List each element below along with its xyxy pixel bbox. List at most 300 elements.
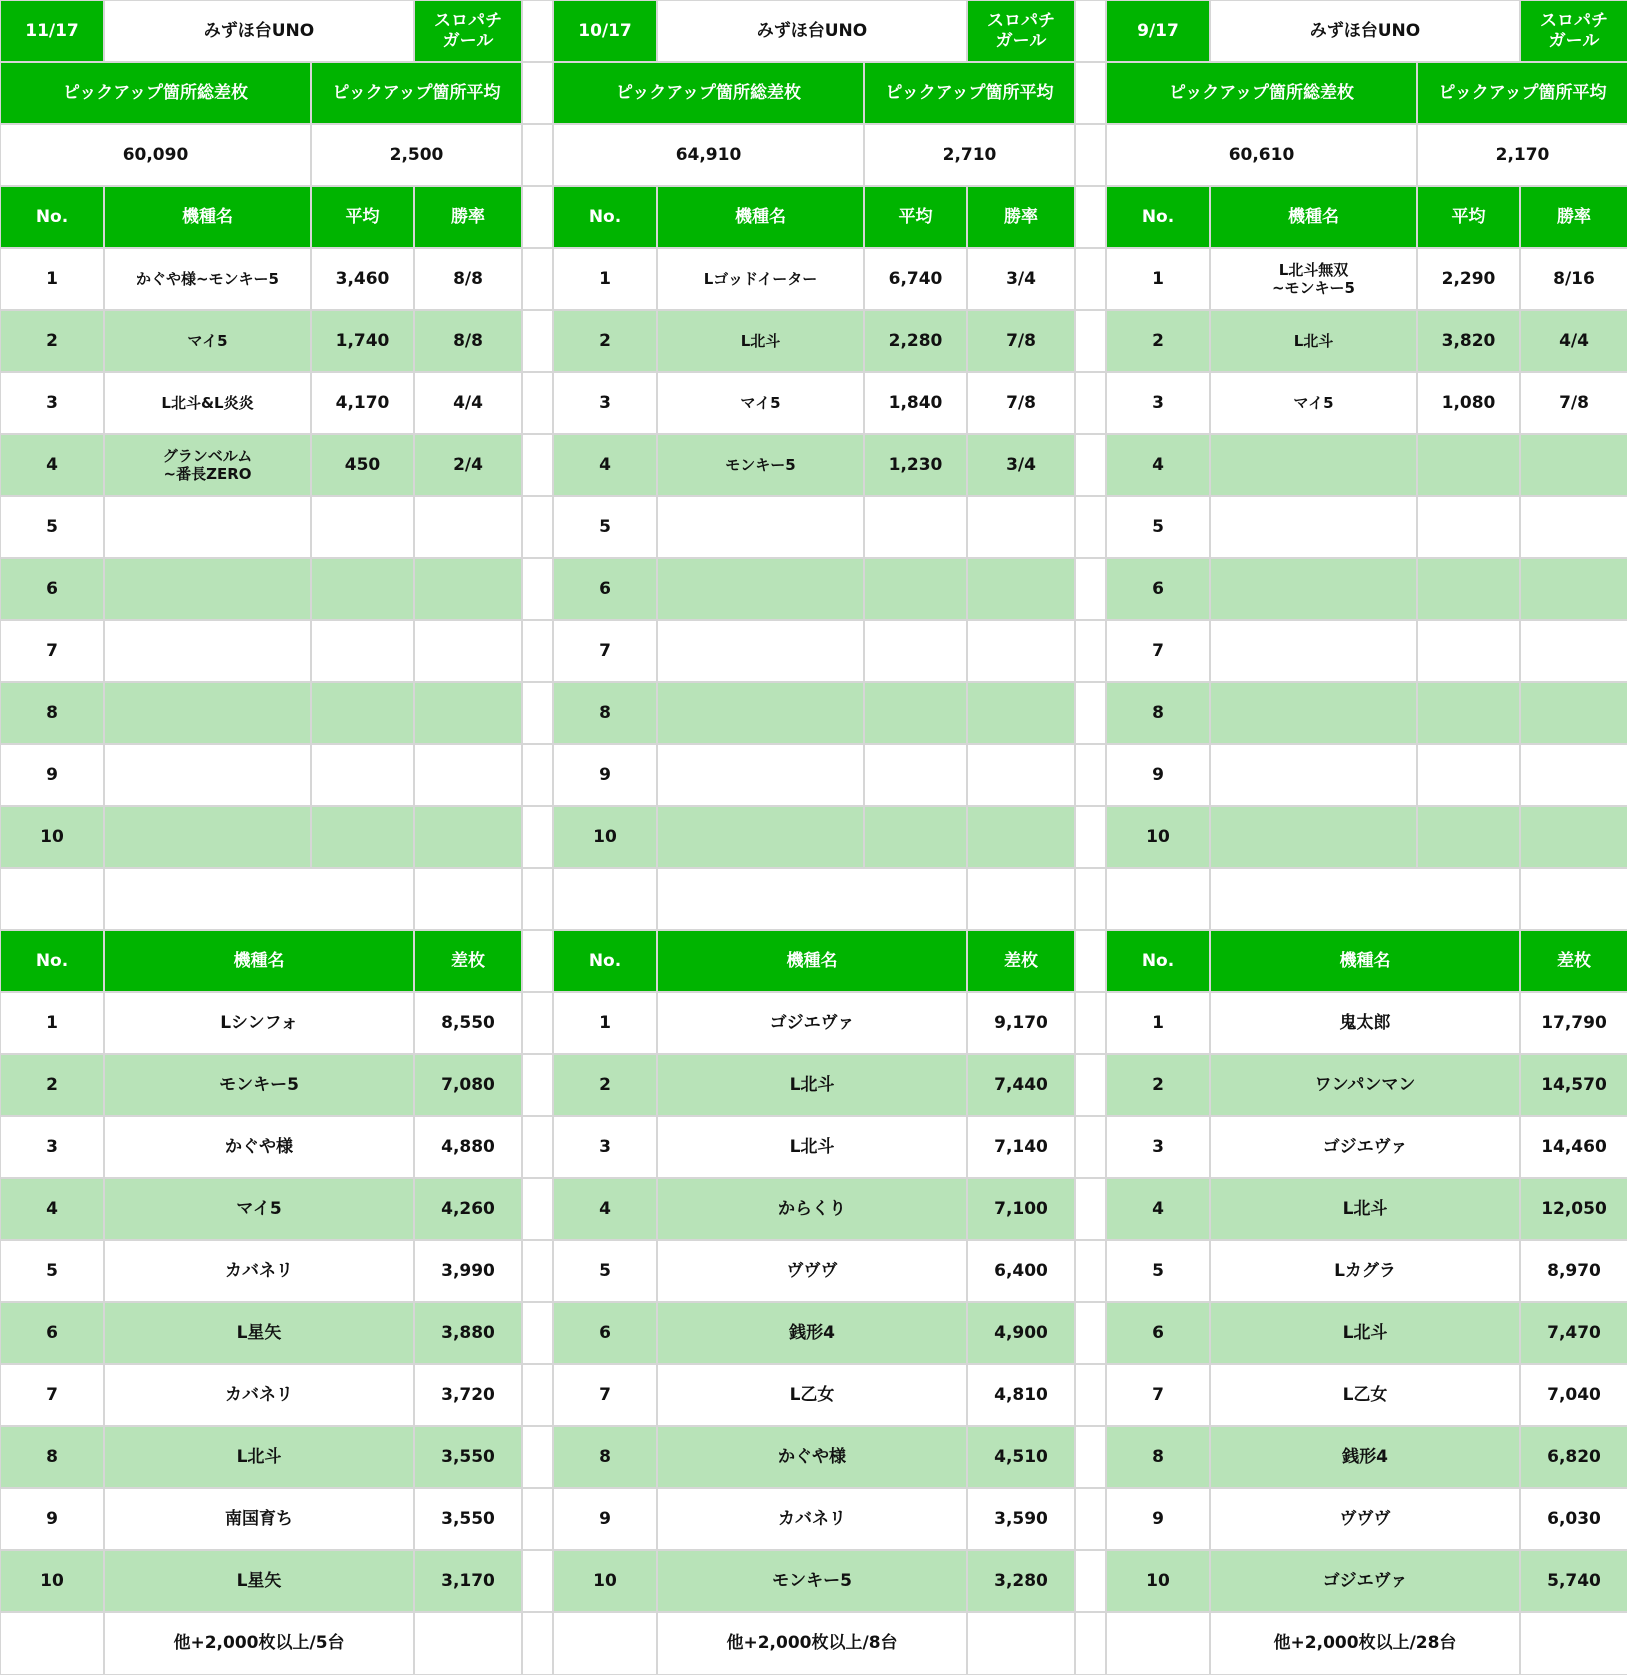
blank-cell	[414, 1612, 522, 1675]
panel-gap	[522, 1364, 553, 1426]
ranking-header-name: 機種名	[1210, 930, 1520, 992]
pickup-cell-rate	[967, 806, 1075, 868]
panel-gap	[1075, 744, 1106, 806]
ranking-cell-diff: 4,510	[967, 1426, 1075, 1488]
pickup-cell-name	[104, 806, 311, 868]
blank-cell	[657, 868, 967, 930]
summary-total-value: 60,090	[0, 124, 311, 186]
ranking-cell-no: 7	[553, 1364, 657, 1426]
report-panel	[553, 0, 1075, 1675]
panel-gap	[1075, 1488, 1106, 1550]
ranking-cell-diff: 6,820	[1520, 1426, 1627, 1488]
ranking-cell-diff: 7,100	[967, 1178, 1075, 1240]
ranking-cell-diff: 6,400	[967, 1240, 1075, 1302]
pickup-header-rate: 勝率	[414, 186, 522, 248]
summary-average-value: 2,170	[1417, 124, 1627, 186]
ranking-cell-no: 7	[0, 1364, 104, 1426]
ranking-cell-no: 2	[0, 1054, 104, 1116]
ranking-cell-no: 8	[553, 1426, 657, 1488]
pickup-cell-name: Lゴッドイーター	[657, 248, 864, 310]
pickup-cell-name: モンキー5	[657, 434, 864, 496]
ranking-cell-name: ヴヴヴ	[657, 1240, 967, 1302]
panel-gap	[522, 186, 553, 248]
panel-gap	[1075, 434, 1106, 496]
ranking-cell-no: 7	[1106, 1364, 1210, 1426]
ranking-cell-no: 1	[0, 992, 104, 1054]
ranking-cell-name: ヴヴヴ	[1210, 1488, 1520, 1550]
panel-gap	[522, 1302, 553, 1364]
panel-gap	[1075, 372, 1106, 434]
ranking-cell-no: 1	[1106, 992, 1210, 1054]
blank-cell	[414, 868, 522, 930]
pickup-cell-avg	[864, 744, 967, 806]
pickup-cell-no: 7	[0, 620, 104, 682]
pickup-cell-no: 4	[1106, 434, 1210, 496]
pickup-cell-no: 3	[553, 372, 657, 434]
panel-gap	[522, 620, 553, 682]
pickup-cell-avg	[311, 806, 414, 868]
ranking-header-diff: 差枚	[414, 930, 522, 992]
pickup-cell-avg	[864, 558, 967, 620]
pickup-cell-avg	[1417, 682, 1520, 744]
pickup-cell-name	[1210, 620, 1417, 682]
ranking-cell-diff: 4,810	[967, 1364, 1075, 1426]
pickup-cell-rate: 4/4	[414, 372, 522, 434]
pickup-cell-rate: 8/8	[414, 248, 522, 310]
report-date: 10/17	[553, 0, 657, 62]
panel-gap	[1075, 1178, 1106, 1240]
ranking-cell-name: カバネリ	[104, 1364, 414, 1426]
blank-cell	[967, 1612, 1075, 1675]
panel-gap	[1075, 62, 1106, 124]
pickup-cell-name	[1210, 744, 1417, 806]
pickup-cell-name	[104, 496, 311, 558]
panel-gap	[1075, 1612, 1106, 1675]
pickup-cell-name: L北斗無双 ~モンキー5	[1210, 248, 1417, 310]
pickup-cell-name	[104, 558, 311, 620]
pickup-cell-rate: 2/4	[414, 434, 522, 496]
ranking-header-diff: 差枚	[1520, 930, 1627, 992]
pickup-cell-avg: 2,280	[864, 310, 967, 372]
ranking-cell-no: 4	[0, 1178, 104, 1240]
pickup-cell-avg: 450	[311, 434, 414, 496]
pickup-cell-avg	[311, 744, 414, 806]
pickup-header-no: No.	[0, 186, 104, 248]
pickup-cell-rate	[1520, 558, 1627, 620]
pickup-cell-no: 3	[1106, 372, 1210, 434]
pickup-cell-rate: 7/8	[967, 372, 1075, 434]
ranking-cell-name: 南国育ち	[104, 1488, 414, 1550]
pickup-cell-avg	[864, 806, 967, 868]
panel-gap	[1075, 1240, 1106, 1302]
pickup-cell-no: 7	[1106, 620, 1210, 682]
pickup-cell-rate	[414, 682, 522, 744]
pickup-header-rate: 勝率	[967, 186, 1075, 248]
ranking-cell-diff: 4,880	[414, 1116, 522, 1178]
ranking-cell-diff: 5,740	[1520, 1550, 1627, 1612]
pickup-cell-name: マイ5	[104, 310, 311, 372]
ranking-cell-name: L北斗	[657, 1054, 967, 1116]
ranking-cell-diff: 4,260	[414, 1178, 522, 1240]
ranking-header-no: No.	[1106, 930, 1210, 992]
ranking-cell-no: 8	[1106, 1426, 1210, 1488]
pickup-cell-no: 5	[1106, 496, 1210, 558]
pickup-cell-rate: 7/8	[1520, 372, 1627, 434]
source-label: スロパチ ガール	[967, 0, 1075, 62]
pickup-cell-name	[104, 744, 311, 806]
pickup-cell-no: 5	[553, 496, 657, 558]
ranking-cell-name: L星矢	[104, 1302, 414, 1364]
pickup-cell-name	[657, 620, 864, 682]
ranking-cell-name: L北斗	[104, 1426, 414, 1488]
ranking-cell-no: 3	[0, 1116, 104, 1178]
pickup-cell-name: マイ5	[657, 372, 864, 434]
pickup-cell-avg	[864, 620, 967, 682]
pickup-cell-name: グランベルム ~番長ZERO	[104, 434, 311, 496]
ranking-cell-name: L乙女	[657, 1364, 967, 1426]
ranking-cell-no: 1	[553, 992, 657, 1054]
pickup-cell-name: L北斗	[657, 310, 864, 372]
pickup-cell-name	[104, 620, 311, 682]
pickup-cell-avg	[311, 620, 414, 682]
pickup-cell-no: 4	[0, 434, 104, 496]
ranking-cell-diff: 3,720	[414, 1364, 522, 1426]
ranking-cell-name: かぐや様	[104, 1116, 414, 1178]
pickup-cell-name	[1210, 806, 1417, 868]
pickup-cell-name	[1210, 558, 1417, 620]
panel-gap	[522, 1116, 553, 1178]
ranking-cell-name: カバネリ	[657, 1488, 967, 1550]
ranking-cell-diff: 3,990	[414, 1240, 522, 1302]
panel-gap	[522, 992, 553, 1054]
pickup-cell-avg: 6,740	[864, 248, 967, 310]
summary-total-value: 64,910	[553, 124, 864, 186]
pickup-cell-name: かぐや様~モンキー5	[104, 248, 311, 310]
ranking-cell-name: ゴジエヴァ	[657, 992, 967, 1054]
panel-gap	[1075, 930, 1106, 992]
pickup-cell-no: 9	[553, 744, 657, 806]
panel-gap	[1075, 1302, 1106, 1364]
pickup-cell-rate: 8/8	[414, 310, 522, 372]
panel-gap	[1075, 620, 1106, 682]
pickup-cell-avg	[1417, 620, 1520, 682]
pickup-cell-no: 1	[553, 248, 657, 310]
panel-gap	[1075, 868, 1106, 930]
panel-gap	[1075, 806, 1106, 868]
ranking-cell-no: 9	[0, 1488, 104, 1550]
ranking-cell-diff: 9,170	[967, 992, 1075, 1054]
pickup-cell-name	[657, 744, 864, 806]
pickup-cell-no: 9	[1106, 744, 1210, 806]
pickup-cell-rate	[414, 744, 522, 806]
report-date: 11/17	[0, 0, 104, 62]
pickup-cell-no: 10	[553, 806, 657, 868]
pickup-cell-avg	[311, 682, 414, 744]
panel-gap	[522, 744, 553, 806]
pickup-cell-no: 2	[0, 310, 104, 372]
panel-gap	[522, 1054, 553, 1116]
ranking-cell-name: L乙女	[1210, 1364, 1520, 1426]
panel-gap	[522, 930, 553, 992]
pickup-cell-rate	[1520, 434, 1627, 496]
pickup-header-name: 機種名	[1210, 186, 1417, 248]
pickup-cell-avg	[311, 496, 414, 558]
pickup-cell-avg	[1417, 558, 1520, 620]
panel-gap	[522, 1488, 553, 1550]
pickup-cell-rate	[414, 558, 522, 620]
panel-gap	[522, 1612, 553, 1675]
pickup-cell-avg	[864, 682, 967, 744]
ranking-cell-diff: 3,550	[414, 1488, 522, 1550]
pickup-cell-avg	[1417, 744, 1520, 806]
panel-gap	[522, 1426, 553, 1488]
summary-total-header: ピックアップ箇所総差枚	[0, 62, 311, 124]
ranking-cell-diff: 3,550	[414, 1426, 522, 1488]
summary-average-header: ピックアップ箇所平均	[1417, 62, 1627, 124]
pickup-cell-rate	[967, 496, 1075, 558]
panel-gap	[522, 124, 553, 186]
ranking-cell-name: Lシンフォ	[104, 992, 414, 1054]
panel-gap	[1075, 496, 1106, 558]
ranking-cell-diff: 6,030	[1520, 1488, 1627, 1550]
ranking-header-diff: 差枚	[967, 930, 1075, 992]
pickup-cell-no: 9	[0, 744, 104, 806]
ranking-header-name: 機種名	[104, 930, 414, 992]
panel-gap	[522, 1240, 553, 1302]
pickup-cell-no: 6	[0, 558, 104, 620]
ranking-cell-diff: 7,140	[967, 1116, 1075, 1178]
ranking-cell-no: 8	[0, 1426, 104, 1488]
pickup-cell-avg: 4,170	[311, 372, 414, 434]
panel-gap	[522, 434, 553, 496]
blank-cell	[0, 1612, 104, 1675]
summary-average-header: ピックアップ箇所平均	[311, 62, 522, 124]
ranking-cell-diff: 7,470	[1520, 1302, 1627, 1364]
ranking-cell-no: 9	[1106, 1488, 1210, 1550]
pickup-cell-no: 4	[553, 434, 657, 496]
pickup-cell-no: 2	[1106, 310, 1210, 372]
panel-gap	[522, 62, 553, 124]
pickup-cell-avg: 3,820	[1417, 310, 1520, 372]
pickup-cell-rate	[414, 806, 522, 868]
ranking-cell-no: 9	[553, 1488, 657, 1550]
panel-gap	[522, 372, 553, 434]
pickup-cell-name	[657, 682, 864, 744]
pickup-cell-avg	[311, 558, 414, 620]
panel-gap	[522, 1550, 553, 1612]
ranking-cell-no: 4	[1106, 1178, 1210, 1240]
pickup-cell-no: 6	[1106, 558, 1210, 620]
pickup-cell-name	[1210, 682, 1417, 744]
panel-gap	[1075, 186, 1106, 248]
ranking-cell-no: 6	[553, 1302, 657, 1364]
pickup-cell-no: 6	[553, 558, 657, 620]
panel-gap	[1075, 558, 1106, 620]
panel-gap	[1075, 248, 1106, 310]
pickup-header-name: 機種名	[657, 186, 864, 248]
pickup-cell-avg	[1417, 496, 1520, 558]
pickup-cell-no: 10	[1106, 806, 1210, 868]
pickup-cell-no: 7	[553, 620, 657, 682]
panel-gap	[522, 310, 553, 372]
ranking-cell-name: ワンパンマン	[1210, 1054, 1520, 1116]
pickup-cell-no: 3	[0, 372, 104, 434]
pickup-header-avg: 平均	[311, 186, 414, 248]
pickup-cell-no: 10	[0, 806, 104, 868]
pickup-header-avg: 平均	[1417, 186, 1520, 248]
footer-note: 他+2,000枚以上/28台	[1210, 1612, 1520, 1675]
pickup-cell-rate	[967, 620, 1075, 682]
ranking-cell-name: マイ5	[104, 1178, 414, 1240]
pickup-cell-name	[1210, 434, 1417, 496]
ranking-cell-diff: 14,570	[1520, 1054, 1627, 1116]
summary-total-header: ピックアップ箇所総差枚	[1106, 62, 1417, 124]
ranking-cell-name: 銭形4	[657, 1302, 967, 1364]
panel-gap	[1075, 1426, 1106, 1488]
pickup-header-name: 機種名	[104, 186, 311, 248]
pickup-cell-avg: 1,840	[864, 372, 967, 434]
pickup-cell-name: L北斗	[1210, 310, 1417, 372]
ranking-cell-no: 5	[553, 1240, 657, 1302]
pickup-cell-avg	[864, 496, 967, 558]
summary-total-header: ピックアップ箇所総差枚	[553, 62, 864, 124]
pickup-cell-name	[104, 682, 311, 744]
panel-gap	[522, 248, 553, 310]
ranking-cell-name: L北斗	[1210, 1178, 1520, 1240]
pickup-cell-rate	[1520, 620, 1627, 682]
ranking-cell-diff: 3,170	[414, 1550, 522, 1612]
ranking-cell-no: 3	[1106, 1116, 1210, 1178]
pickup-cell-rate: 3/4	[967, 434, 1075, 496]
panel-gap	[522, 806, 553, 868]
ranking-cell-diff: 14,460	[1520, 1116, 1627, 1178]
pickup-cell-rate	[967, 558, 1075, 620]
report-panel	[1106, 0, 1627, 1675]
panel-gap	[522, 1178, 553, 1240]
ranking-cell-no: 6	[0, 1302, 104, 1364]
pickup-cell-rate	[1520, 806, 1627, 868]
store-name: みずほ台UNO	[657, 0, 967, 62]
summary-average-value: 2,500	[311, 124, 522, 186]
blank-cell	[1106, 1612, 1210, 1675]
pickup-header-avg: 平均	[864, 186, 967, 248]
report-date: 9/17	[1106, 0, 1210, 62]
ranking-cell-no: 2	[1106, 1054, 1210, 1116]
panel-gap	[522, 558, 553, 620]
panel-gap	[1075, 0, 1106, 62]
panel-gap	[522, 496, 553, 558]
pickup-cell-avg: 1,080	[1417, 372, 1520, 434]
panel-gap	[522, 682, 553, 744]
panel-gap	[1075, 1054, 1106, 1116]
ranking-header-name: 機種名	[657, 930, 967, 992]
pickup-cell-rate	[1520, 496, 1627, 558]
pickup-cell-rate	[414, 496, 522, 558]
ranking-cell-diff: 8,550	[414, 992, 522, 1054]
panel-gap	[522, 0, 553, 62]
ranking-cell-name: L北斗	[1210, 1302, 1520, 1364]
pickup-cell-rate: 3/4	[967, 248, 1075, 310]
pickup-header-no: No.	[1106, 186, 1210, 248]
footer-note: 他+2,000枚以上/5台	[104, 1612, 414, 1675]
pickup-cell-rate: 7/8	[967, 310, 1075, 372]
blank-cell	[1210, 868, 1520, 930]
pickup-cell-avg: 3,460	[311, 248, 414, 310]
blank-cell	[553, 1612, 657, 1675]
store-name: みずほ台UNO	[1210, 0, 1520, 62]
ranking-cell-no: 10	[1106, 1550, 1210, 1612]
panel-gap	[1075, 992, 1106, 1054]
ranking-cell-diff: 12,050	[1520, 1178, 1627, 1240]
pickup-cell-rate: 8/16	[1520, 248, 1627, 310]
ranking-cell-no: 3	[553, 1116, 657, 1178]
blank-cell	[104, 868, 414, 930]
summary-average-header: ピックアップ箇所平均	[864, 62, 1075, 124]
ranking-cell-name: ゴジエヴァ	[1210, 1116, 1520, 1178]
pickup-cell-no: 8	[0, 682, 104, 744]
blank-cell	[0, 868, 104, 930]
pickup-cell-rate	[414, 620, 522, 682]
pickup-cell-no: 1	[0, 248, 104, 310]
ranking-cell-diff: 8,970	[1520, 1240, 1627, 1302]
panel-gap	[1075, 124, 1106, 186]
pickup-cell-rate	[1520, 682, 1627, 744]
ranking-cell-diff: 4,900	[967, 1302, 1075, 1364]
ranking-cell-name: Lカグラ	[1210, 1240, 1520, 1302]
pickup-cell-no: 5	[0, 496, 104, 558]
ranking-cell-diff: 17,790	[1520, 992, 1627, 1054]
ranking-cell-no: 6	[1106, 1302, 1210, 1364]
blank-cell	[553, 868, 657, 930]
pickup-cell-avg: 1,740	[311, 310, 414, 372]
ranking-cell-no: 10	[0, 1550, 104, 1612]
store-name: みずほ台UNO	[104, 0, 414, 62]
pickup-cell-rate	[1520, 744, 1627, 806]
blank-cell	[1520, 1612, 1627, 1675]
ranking-cell-name: 鬼太郎	[1210, 992, 1520, 1054]
ranking-cell-name: カバネリ	[104, 1240, 414, 1302]
ranking-cell-no: 2	[553, 1054, 657, 1116]
ranking-cell-diff: 3,590	[967, 1488, 1075, 1550]
pickup-cell-avg	[1417, 434, 1520, 496]
blank-cell	[1520, 868, 1627, 930]
source-label: スロパチ ガール	[1520, 0, 1627, 62]
ranking-header-no: No.	[553, 930, 657, 992]
panel-gap	[1075, 1364, 1106, 1426]
report-panel	[0, 0, 522, 1675]
pickup-header-rate: 勝率	[1520, 186, 1627, 248]
ranking-cell-name: L星矢	[104, 1550, 414, 1612]
ranking-cell-name: ゴジエヴァ	[1210, 1550, 1520, 1612]
pickup-cell-no: 8	[553, 682, 657, 744]
pickup-cell-rate	[967, 744, 1075, 806]
ranking-cell-name: かぐや様	[657, 1426, 967, 1488]
blank-cell	[967, 868, 1075, 930]
summary-total-value: 60,610	[1106, 124, 1417, 186]
ranking-cell-name: モンキー5	[104, 1054, 414, 1116]
pickup-cell-no: 1	[1106, 248, 1210, 310]
pickup-cell-avg: 1,230	[864, 434, 967, 496]
summary-average-value: 2,710	[864, 124, 1075, 186]
ranking-cell-diff: 3,280	[967, 1550, 1075, 1612]
panel-gap	[1075, 310, 1106, 372]
ranking-cell-name: モンキー5	[657, 1550, 967, 1612]
pickup-cell-name: マイ5	[1210, 372, 1417, 434]
ranking-cell-no: 5	[1106, 1240, 1210, 1302]
pickup-cell-rate: 4/4	[1520, 310, 1627, 372]
panel-gap	[1075, 1550, 1106, 1612]
ranking-cell-no: 4	[553, 1178, 657, 1240]
